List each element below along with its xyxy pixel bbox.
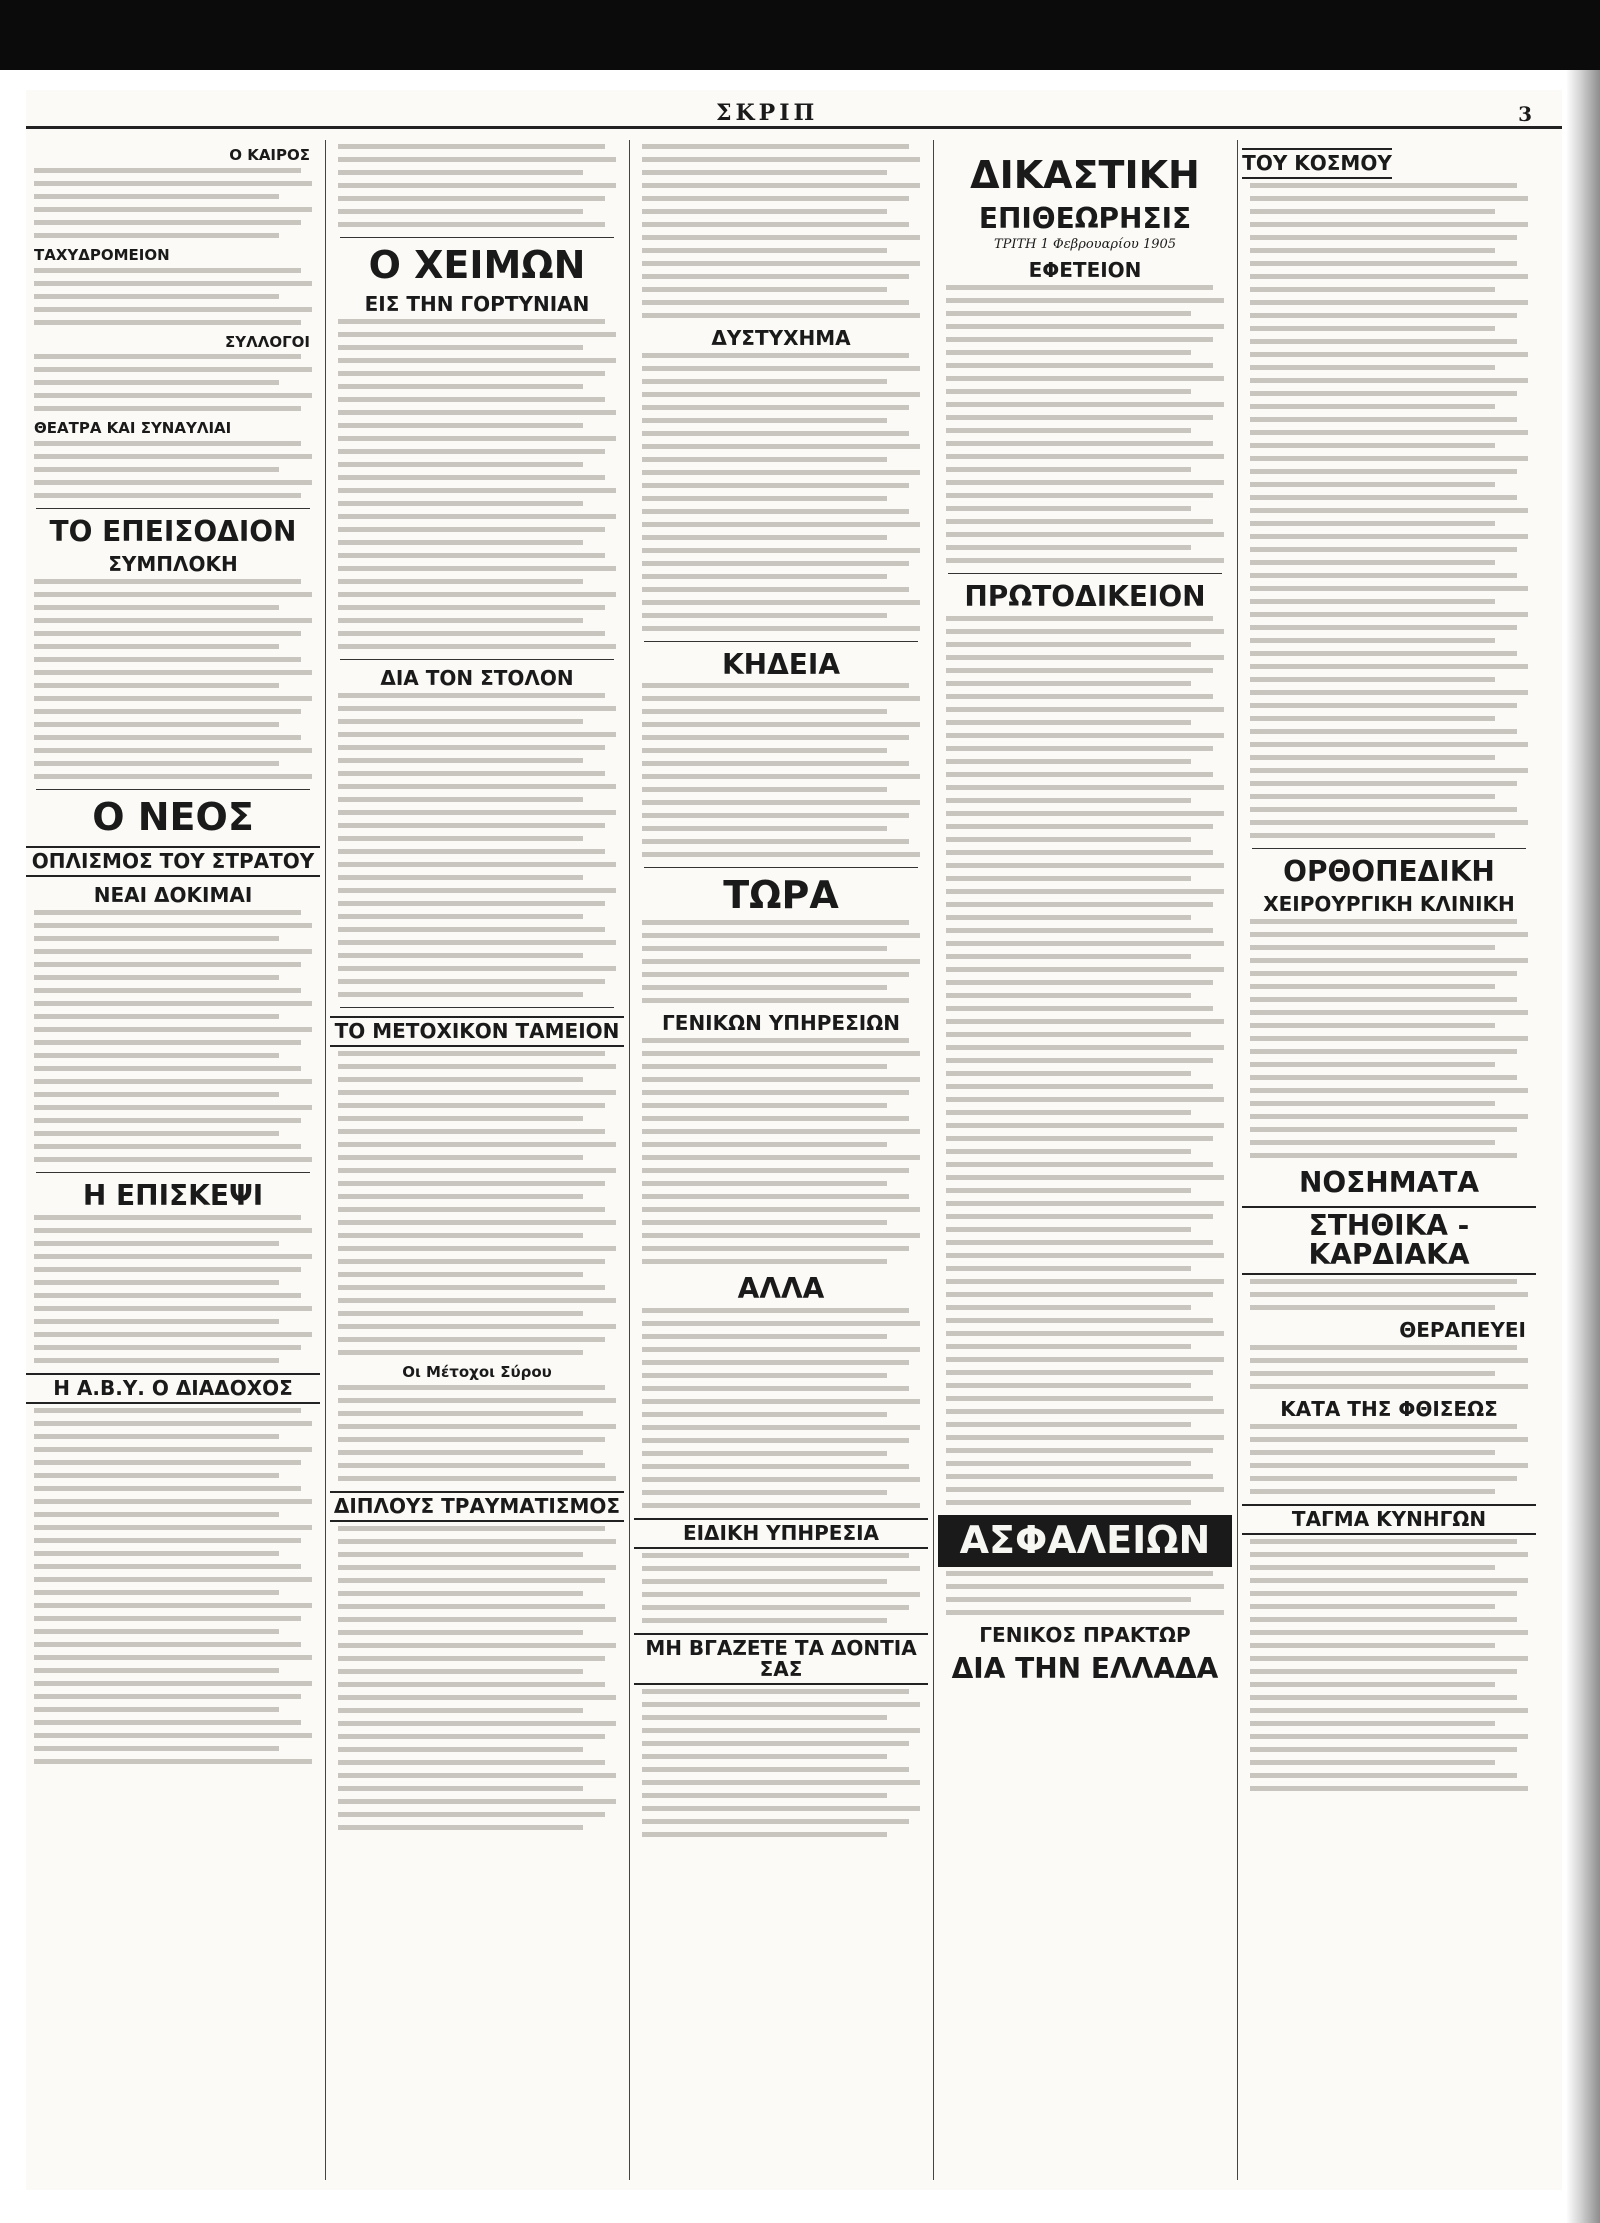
article-text-injury: [338, 1526, 616, 1830]
other-heading: ΑΛΛΑ: [737, 1272, 825, 1306]
article-text-diseases: [1250, 1279, 1528, 1310]
article-text-shareholders: [338, 1385, 616, 1481]
associations-heading: ΣΥΛΛΟΓΟΙ: [225, 332, 310, 351]
article-text-now: [642, 920, 920, 1003]
article-text-insurance: [946, 1571, 1224, 1615]
article-text-treats: [1250, 1345, 1528, 1389]
column-rule: [933, 140, 934, 2180]
chest-heart-heading: ΣΤΗΘΙΚΑ - ΚΑΡΔΙΑΚΑ: [1242, 1206, 1536, 1275]
now-heading: ΤΩΡΑ: [723, 873, 839, 918]
of-the-world-heading: ΤΟΥ ΚΟΣΜΟΥ: [1242, 148, 1392, 179]
page-number: 3: [1518, 102, 1532, 126]
article-text-fleet: [338, 693, 616, 997]
article-text-associations: [34, 354, 312, 411]
scuffle-heading: ΣΥΜΠΛΟΚΗ: [108, 552, 238, 577]
article-text-theatres: [34, 441, 312, 498]
case-list-first-instance: [946, 616, 1224, 1505]
dateline: ΤΡΙΤΗ 1 Φεβρουαρίου 1905: [993, 237, 1177, 253]
judicial-heading: ΔΙΚΑΣΤΙΚΗ: [970, 153, 1200, 197]
column-rule: [1237, 140, 1238, 2180]
appeals-court-heading: ΕΦΕΤΕΙΟΝ: [1028, 258, 1142, 283]
article-text-special: [642, 1553, 920, 1623]
section-rule: [948, 573, 1222, 574]
section-rule: [36, 789, 310, 790]
section-rule: [340, 1007, 614, 1008]
insurance-ad-heading: ΑΣΦΑΛΕΙΩΝ: [938, 1515, 1232, 1567]
article-text-accident: [642, 353, 920, 631]
article-text-top: [642, 144, 920, 318]
tests-heading: ΝΕΑΙ ΔΟΚΙΜΑΙ: [93, 883, 253, 908]
column-3: [634, 140, 928, 2180]
article-text-winter: [338, 319, 616, 649]
column-2: [330, 140, 624, 2180]
for-greece-heading: ΔΙΑ ΤΗΝ ΕΛΛΑΔΑ: [951, 1651, 1219, 1685]
theatres-heading: ΘΕΑΤΡΑ ΚΑΙ ΣΥΝΑΥΛΙΑΙ: [34, 419, 232, 438]
article-text-hunters: [1250, 1539, 1528, 1791]
incident-heading: ΤΟ ΕΠΕΙΣΟΔΙΟΝ: [49, 515, 297, 548]
general-services-heading: ΓΕΝΙΚΩΝ ΥΠΗΡΕΣΙΩΝ: [662, 1011, 900, 1036]
article-text-other: [642, 1308, 920, 1508]
article-text-services: [642, 1038, 920, 1264]
column-rule: [629, 140, 630, 2180]
accident-heading: ΔΥΣΤΥΧΗΜΑ: [711, 326, 851, 350]
column-rule: [325, 140, 326, 2180]
article-text-teeth-ad: [642, 1689, 920, 1837]
winter-heading: Ο ΧΕΙΜΩΝ: [368, 243, 586, 287]
crown-prince-heading: Η Α.Β.Υ. Ο ΔΙΑΔΟΧΟΣ: [26, 1373, 320, 1404]
section-rule: [1252, 848, 1526, 849]
post-office-heading: ΤΑΧΥΔΡΟΜΕΙΟΝ: [34, 245, 170, 264]
column-1: [26, 140, 320, 2180]
special-service-heading: ΕΙΔΙΚΗ ΥΠΗΡΕΣΙΑ: [634, 1518, 928, 1549]
section-rule: [36, 508, 310, 509]
column-5: [1242, 140, 1536, 2180]
article-text-top: [338, 144, 616, 227]
review-heading: ΕΠΙΘΕΩΡΗΣΙΣ: [978, 201, 1192, 235]
article-text-clinic: [1250, 919, 1528, 1158]
section-rule: [36, 1172, 310, 1173]
treats-heading: ΘΕΡΑΠΕΥΕΙ: [1399, 1317, 1526, 1342]
fleet-heading: ΔΙΑ ΤΟΝ ΣΤΟΛΟΝ: [380, 665, 574, 690]
section-rule: [644, 867, 918, 868]
article-text-fund: [338, 1051, 616, 1355]
article-text-post: [34, 268, 312, 325]
case-list-appeals: [946, 285, 1224, 563]
section-rule: [340, 237, 614, 238]
article-text-armament: [34, 910, 312, 1162]
double-injury-heading: ΔΙΠΛΟΥΣ ΤΡΑΥΜΑΤΙΣΜΟΣ: [330, 1491, 624, 1522]
columns: [26, 140, 1562, 2180]
shareholders-heading: Οι Μέτοχοι Σύρου: [402, 1362, 552, 1381]
hunters-battalion-heading: ΤΑΓΜΑ ΚΥΝΗΓΩΝ: [1242, 1504, 1536, 1535]
masthead-title: ΣΚΡΙΠ: [716, 100, 819, 126]
teeth-ad-heading: ΜΗ ΒΓΑΖΕΤΕ ΤΑ ΔΟΝΤΙΑ ΣΑΣ: [634, 1633, 928, 1685]
general-agent-heading: ΓΕΝΙΚΟΣ ΠΡΑΚΤΩΡ: [979, 1622, 1191, 1647]
first-instance-court-heading: ΠΡΩΤΟΔΙΚΕΙΟΝ: [964, 580, 1206, 614]
scan-top-band: [0, 0, 1600, 70]
diseases-heading: ΝΟΣΗΜΑΤΑ: [1298, 1166, 1480, 1200]
visit-heading: Η ΕΠΙΣΚΕΨΙ: [82, 1179, 264, 1213]
article-text-visit: [34, 1215, 312, 1363]
new-heading: Ο ΝΕΟΣ: [92, 795, 254, 840]
funeral-heading: ΚΗΔΕΙΑ: [721, 648, 840, 681]
section-rule: [340, 659, 614, 660]
article-text-weather: [34, 168, 312, 238]
armament-heading: ΟΠΛΙΣΜΟΣ ΤΟΥ ΣΤΡΑΤΟΥ: [26, 846, 320, 877]
gortynia-heading: ΕΙΣ ΤΗΝ ΓΟΡΤΥΝΙΑΝ: [364, 291, 590, 316]
article-text-funeral: [642, 683, 920, 857]
article-text-world: [1250, 183, 1528, 838]
scan-right-edge: [1566, 70, 1600, 2223]
section-rule: [644, 641, 918, 642]
shareholder-fund-heading: ΤΟ ΜΕΤΟΧΙΚΟΝ ΤΑΜΕΙΟΝ: [330, 1016, 624, 1047]
article-text-phthisis: [1250, 1424, 1528, 1494]
article-text-incident: [34, 579, 312, 779]
against-phthisis-heading: ΚΑΤΑ ΤΗΣ ΦΘΙΣΕΩΣ: [1280, 1396, 1498, 1421]
orthopedic-heading: ΟΡΘΟΠΕΔΙΚΗ: [1283, 855, 1495, 888]
article-text-crown-prince: [34, 1408, 312, 1764]
masthead-rule: [26, 126, 1562, 129]
newspaper-page: [26, 90, 1562, 2190]
surgical-clinic-heading: ΧΕΙΡΟΥΡΓΙΚΗ ΚΛΙΝΙΚΗ: [1263, 892, 1515, 917]
column-4: [938, 140, 1232, 2180]
weather-heading: Ο ΚΑΙΡΟΣ: [229, 146, 310, 164]
